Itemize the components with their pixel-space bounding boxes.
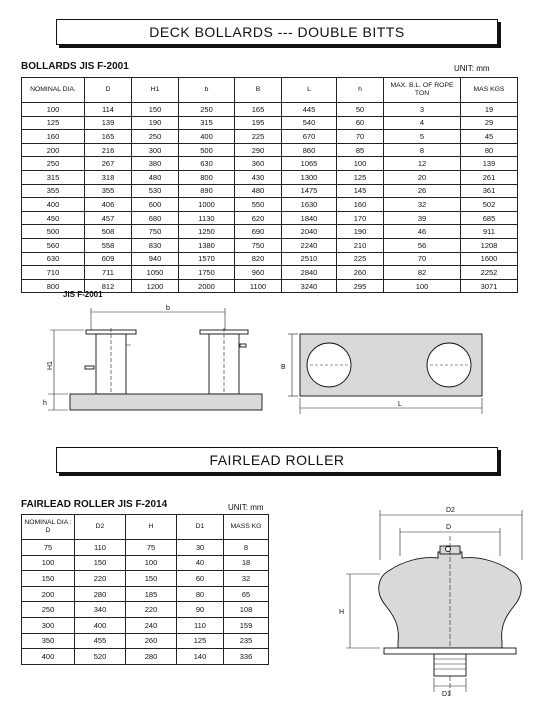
bollard-plan-right-post <box>427 343 471 387</box>
table-cell: 1300 <box>282 170 337 184</box>
table-cell: 114 <box>85 103 132 117</box>
table-cell: 170 <box>337 211 384 225</box>
table-cell: 960 <box>235 266 282 280</box>
table-cell: 315 <box>22 170 85 184</box>
table-cell: 400 <box>22 198 85 212</box>
table-cell: 250 <box>132 130 179 144</box>
header-l: L <box>282 78 337 103</box>
bollards-table-body <box>22 103 518 293</box>
fairlead-shaft <box>434 654 466 676</box>
table-row <box>22 571 269 587</box>
table-row <box>22 211 518 225</box>
table-cell: 300 <box>132 143 179 157</box>
table-cell: 450 <box>22 211 85 225</box>
table-cell: 39 <box>384 211 461 225</box>
table-cell: 40 <box>177 555 224 571</box>
table-cell: 216 <box>85 143 132 157</box>
table-cell: 1065 <box>282 157 337 171</box>
table-cell: 445 <box>282 103 337 117</box>
table-cell: 225 <box>235 130 282 144</box>
bollards-section-title: BOLLARDS JIS F-2001 <box>21 61 129 72</box>
table-row <box>22 170 518 184</box>
table-cell: 3 <box>384 103 461 117</box>
table-cell: 150 <box>75 555 126 571</box>
table-cell: 250 <box>22 157 85 171</box>
table-cell: 125 <box>177 633 224 649</box>
table-row <box>22 540 269 556</box>
table-cell: 20 <box>384 170 461 184</box>
fairlead-table-body <box>22 540 269 665</box>
table-cell: 1570 <box>179 252 235 266</box>
table-cell: 1600 <box>461 252 518 266</box>
table-row <box>22 157 518 171</box>
table-cell: 2240 <box>282 238 337 252</box>
table-cell: 1475 <box>282 184 337 198</box>
table-cell: 500 <box>22 225 85 239</box>
table-cell: 125 <box>337 170 384 184</box>
table-cell: 210 <box>337 238 384 252</box>
table-cell: 159 <box>224 617 269 633</box>
table-cell: 457 <box>85 211 132 225</box>
table-cell: 340 <box>75 602 126 618</box>
bollards-header-row <box>22 78 518 103</box>
table-cell: 820 <box>235 252 282 266</box>
table-cell: 620 <box>235 211 282 225</box>
table-cell: 680 <box>132 211 179 225</box>
header-max-bl: MAX. B.L. OF ROPE TON <box>384 78 461 103</box>
table-cell: 630 <box>179 157 235 171</box>
table-cell: 56 <box>384 238 461 252</box>
table-cell: 220 <box>126 602 177 618</box>
table-row <box>22 130 518 144</box>
table-cell: 480 <box>235 184 282 198</box>
table-cell: 65 <box>224 586 269 602</box>
header-h1: H1 <box>132 78 179 103</box>
table-cell: 2000 <box>179 279 235 293</box>
table-cell: 260 <box>337 266 384 280</box>
table-cell: 280 <box>75 586 126 602</box>
table-cell: 125 <box>22 116 85 130</box>
table-cell: 318 <box>85 170 132 184</box>
table-cell: 46 <box>384 225 461 239</box>
header-b-small: b <box>179 78 235 103</box>
table-cell: 45 <box>461 130 518 144</box>
header-h: h <box>337 78 384 103</box>
bollard-plan-view <box>280 320 500 420</box>
table-cell: 190 <box>337 225 384 239</box>
fairlead-base-plate <box>384 648 516 654</box>
table-cell: 150 <box>126 571 177 587</box>
table-cell: 530 <box>132 184 179 198</box>
table-row <box>22 116 518 130</box>
table-cell: 600 <box>132 198 179 212</box>
table-cell: 336 <box>224 649 269 665</box>
table-cell: 19 <box>461 103 518 117</box>
table-cell: 800 <box>179 170 235 184</box>
table-cell: 2040 <box>282 225 337 239</box>
header-nominal-dia-d: NOMINAL DIA : D <box>22 515 75 540</box>
table-cell: 295 <box>337 279 384 293</box>
table-cell: 4 <box>384 116 461 130</box>
table-cell: 860 <box>282 143 337 157</box>
table-cell: 406 <box>85 198 132 212</box>
table-row <box>22 555 269 571</box>
table-cell: 160 <box>22 130 85 144</box>
table-cell: 711 <box>85 266 132 280</box>
table-row <box>22 103 518 117</box>
table-cell: 32 <box>384 198 461 212</box>
table-cell: 250 <box>22 602 75 618</box>
table-row <box>22 602 269 618</box>
table-cell: 220 <box>75 571 126 587</box>
table-cell: 290 <box>235 143 282 157</box>
table-cell: 2252 <box>461 266 518 280</box>
header-b-large: B <box>235 78 282 103</box>
table-cell: 60 <box>337 116 384 130</box>
table-row <box>22 238 518 252</box>
table-row <box>22 143 518 157</box>
bollards-banner: DECK BOLLARDS --- DOUBLE BITTS <box>56 19 498 45</box>
table-cell: 812 <box>85 279 132 293</box>
table-cell: 1840 <box>282 211 337 225</box>
bollards-table <box>21 77 518 293</box>
table-cell: 430 <box>235 170 282 184</box>
dim-d2-label: D2 <box>446 507 455 514</box>
table-cell: 3240 <box>282 279 337 293</box>
table-cell: 50 <box>337 103 384 117</box>
table-cell: 558 <box>85 238 132 252</box>
table-cell: 18 <box>224 555 269 571</box>
table-cell: 225 <box>337 252 384 266</box>
table-cell: 455 <box>75 633 126 649</box>
table-cell: 150 <box>22 571 75 587</box>
table-cell: 1050 <box>132 266 179 280</box>
table-cell: 690 <box>235 225 282 239</box>
fairlead-unit: UNIT: mm <box>228 503 264 512</box>
table-cell: 609 <box>85 252 132 266</box>
table-row <box>22 184 518 198</box>
fairlead-header-row <box>22 515 269 540</box>
table-row <box>22 649 269 665</box>
table-cell: 260 <box>126 633 177 649</box>
table-cell: 110 <box>75 540 126 556</box>
table-cell: 1000 <box>179 198 235 212</box>
dim-d1-label: D1 <box>442 691 451 698</box>
table-cell: 1208 <box>461 238 518 252</box>
dim-d-fairlead-label: D <box>446 524 452 531</box>
table-cell: 480 <box>132 170 179 184</box>
table-cell: 8 <box>384 143 461 157</box>
table-cell: 710 <box>22 266 85 280</box>
table-cell: 400 <box>22 649 75 665</box>
table-cell: 200 <box>22 586 75 602</box>
table-cell: 1130 <box>179 211 235 225</box>
table-cell: 261 <box>461 170 518 184</box>
fairlead-banner: FAIRLEAD ROLLER <box>56 447 498 473</box>
table-cell: 3071 <box>461 279 518 293</box>
table-cell: 110 <box>177 617 224 633</box>
table-row <box>22 586 269 602</box>
table-row <box>22 225 518 239</box>
table-cell: 890 <box>179 184 235 198</box>
table-cell: 80 <box>177 586 224 602</box>
table-cell: 108 <box>224 602 269 618</box>
dim-big-b-label: B <box>281 364 286 371</box>
table-cell: 750 <box>235 238 282 252</box>
table-cell: 185 <box>126 586 177 602</box>
table-cell: 560 <box>22 238 85 252</box>
table-cell: 685 <box>461 211 518 225</box>
table-cell: 360 <box>235 157 282 171</box>
table-cell: 400 <box>179 130 235 144</box>
header-h-fairlead: H <box>126 515 177 540</box>
table-cell: 267 <box>85 157 132 171</box>
table-cell: 30 <box>177 540 224 556</box>
fairlead-roller-drawing <box>330 496 530 716</box>
table-cell: 235 <box>224 633 269 649</box>
table-row <box>22 266 518 280</box>
dim-h1-label: H1 <box>47 361 54 370</box>
table-cell: 355 <box>22 184 85 198</box>
table-cell: 2510 <box>282 252 337 266</box>
table-cell: 165 <box>85 130 132 144</box>
table-cell: 240 <box>126 617 177 633</box>
bollard-side-view <box>40 300 270 420</box>
table-cell: 100 <box>126 555 177 571</box>
table-cell: 145 <box>337 184 384 198</box>
table-cell: 165 <box>235 103 282 117</box>
table-cell: 100 <box>22 555 75 571</box>
table-cell: 250 <box>179 103 235 117</box>
table-cell: 32 <box>224 571 269 587</box>
header-d: D <box>85 78 132 103</box>
table-cell: 75 <box>126 540 177 556</box>
fairlead-table <box>21 514 269 665</box>
table-cell: 1200 <box>132 279 179 293</box>
table-cell: 5 <box>384 130 461 144</box>
table-cell: 195 <box>235 116 282 130</box>
table-cell: 160 <box>337 198 384 212</box>
table-cell: 630 <box>22 252 85 266</box>
bollard-drawing-label: JIS F-2001 <box>63 290 103 299</box>
table-cell: 1250 <box>179 225 235 239</box>
table-cell: 550 <box>235 198 282 212</box>
fairlead-section-title: FAIRLEAD ROLLER JIS F-2014 <box>21 499 168 510</box>
table-cell: 1750 <box>179 266 235 280</box>
dim-b-label: b <box>166 305 170 312</box>
table-row <box>22 198 518 212</box>
table-cell: 502 <box>461 198 518 212</box>
table-cell: 200 <box>22 143 85 157</box>
table-cell: 2840 <box>282 266 337 280</box>
table-cell: 139 <box>85 116 132 130</box>
table-cell: 100 <box>22 103 85 117</box>
bollards-unit: UNIT: mm <box>454 64 490 73</box>
table-cell: 1100 <box>235 279 282 293</box>
table-cell: 540 <box>282 116 337 130</box>
table-cell: 940 <box>132 252 179 266</box>
table-cell: 80 <box>461 143 518 157</box>
table-cell: 139 <box>461 157 518 171</box>
table-cell: 508 <box>85 225 132 239</box>
table-cell: 670 <box>282 130 337 144</box>
table-cell: 100 <box>337 157 384 171</box>
table-cell: 800 <box>22 279 85 293</box>
table-cell: 190 <box>132 116 179 130</box>
table-cell: 280 <box>126 649 177 665</box>
table-row <box>22 617 269 633</box>
table-cell: 750 <box>132 225 179 239</box>
table-cell: 315 <box>179 116 235 130</box>
dim-l-label: L <box>398 401 402 408</box>
table-cell: 520 <box>75 649 126 665</box>
table-cell: 8 <box>224 540 269 556</box>
table-cell: 400 <box>75 617 126 633</box>
table-cell: 60 <box>177 571 224 587</box>
header-d1: D1 <box>177 515 224 540</box>
table-cell: 300 <box>22 617 75 633</box>
bollard-base <box>70 394 262 410</box>
table-cell: 500 <box>179 143 235 157</box>
table-cell: 29 <box>461 116 518 130</box>
table-cell: 85 <box>337 143 384 157</box>
table-cell: 361 <box>461 184 518 198</box>
table-row <box>22 633 269 649</box>
table-row <box>22 252 518 266</box>
table-cell: 70 <box>384 252 461 266</box>
table-cell: 150 <box>132 103 179 117</box>
table-cell: 75 <box>22 540 75 556</box>
table-cell: 911 <box>461 225 518 239</box>
dim-h-label: h <box>43 400 47 407</box>
table-cell: 350 <box>22 633 75 649</box>
table-cell: 1630 <box>282 198 337 212</box>
table-cell: 100 <box>384 279 461 293</box>
table-cell: 26 <box>384 184 461 198</box>
table-cell: 82 <box>384 266 461 280</box>
bollard-plan-left-post <box>307 343 351 387</box>
table-cell: 830 <box>132 238 179 252</box>
header-mass-kg: MASS KG <box>224 515 269 540</box>
table-cell: 140 <box>177 649 224 665</box>
dim-h-fairlead-label: H <box>339 609 345 616</box>
header-nominal-dia: NOMINAL DIA. <box>22 78 85 103</box>
table-cell: 70 <box>337 130 384 144</box>
header-mass: MAS KGS <box>461 78 518 103</box>
table-cell: 90 <box>177 602 224 618</box>
header-d2: D2 <box>75 515 126 540</box>
table-cell: 355 <box>85 184 132 198</box>
table-cell: 1380 <box>179 238 235 252</box>
table-cell: 380 <box>132 157 179 171</box>
table-cell: 12 <box>384 157 461 171</box>
